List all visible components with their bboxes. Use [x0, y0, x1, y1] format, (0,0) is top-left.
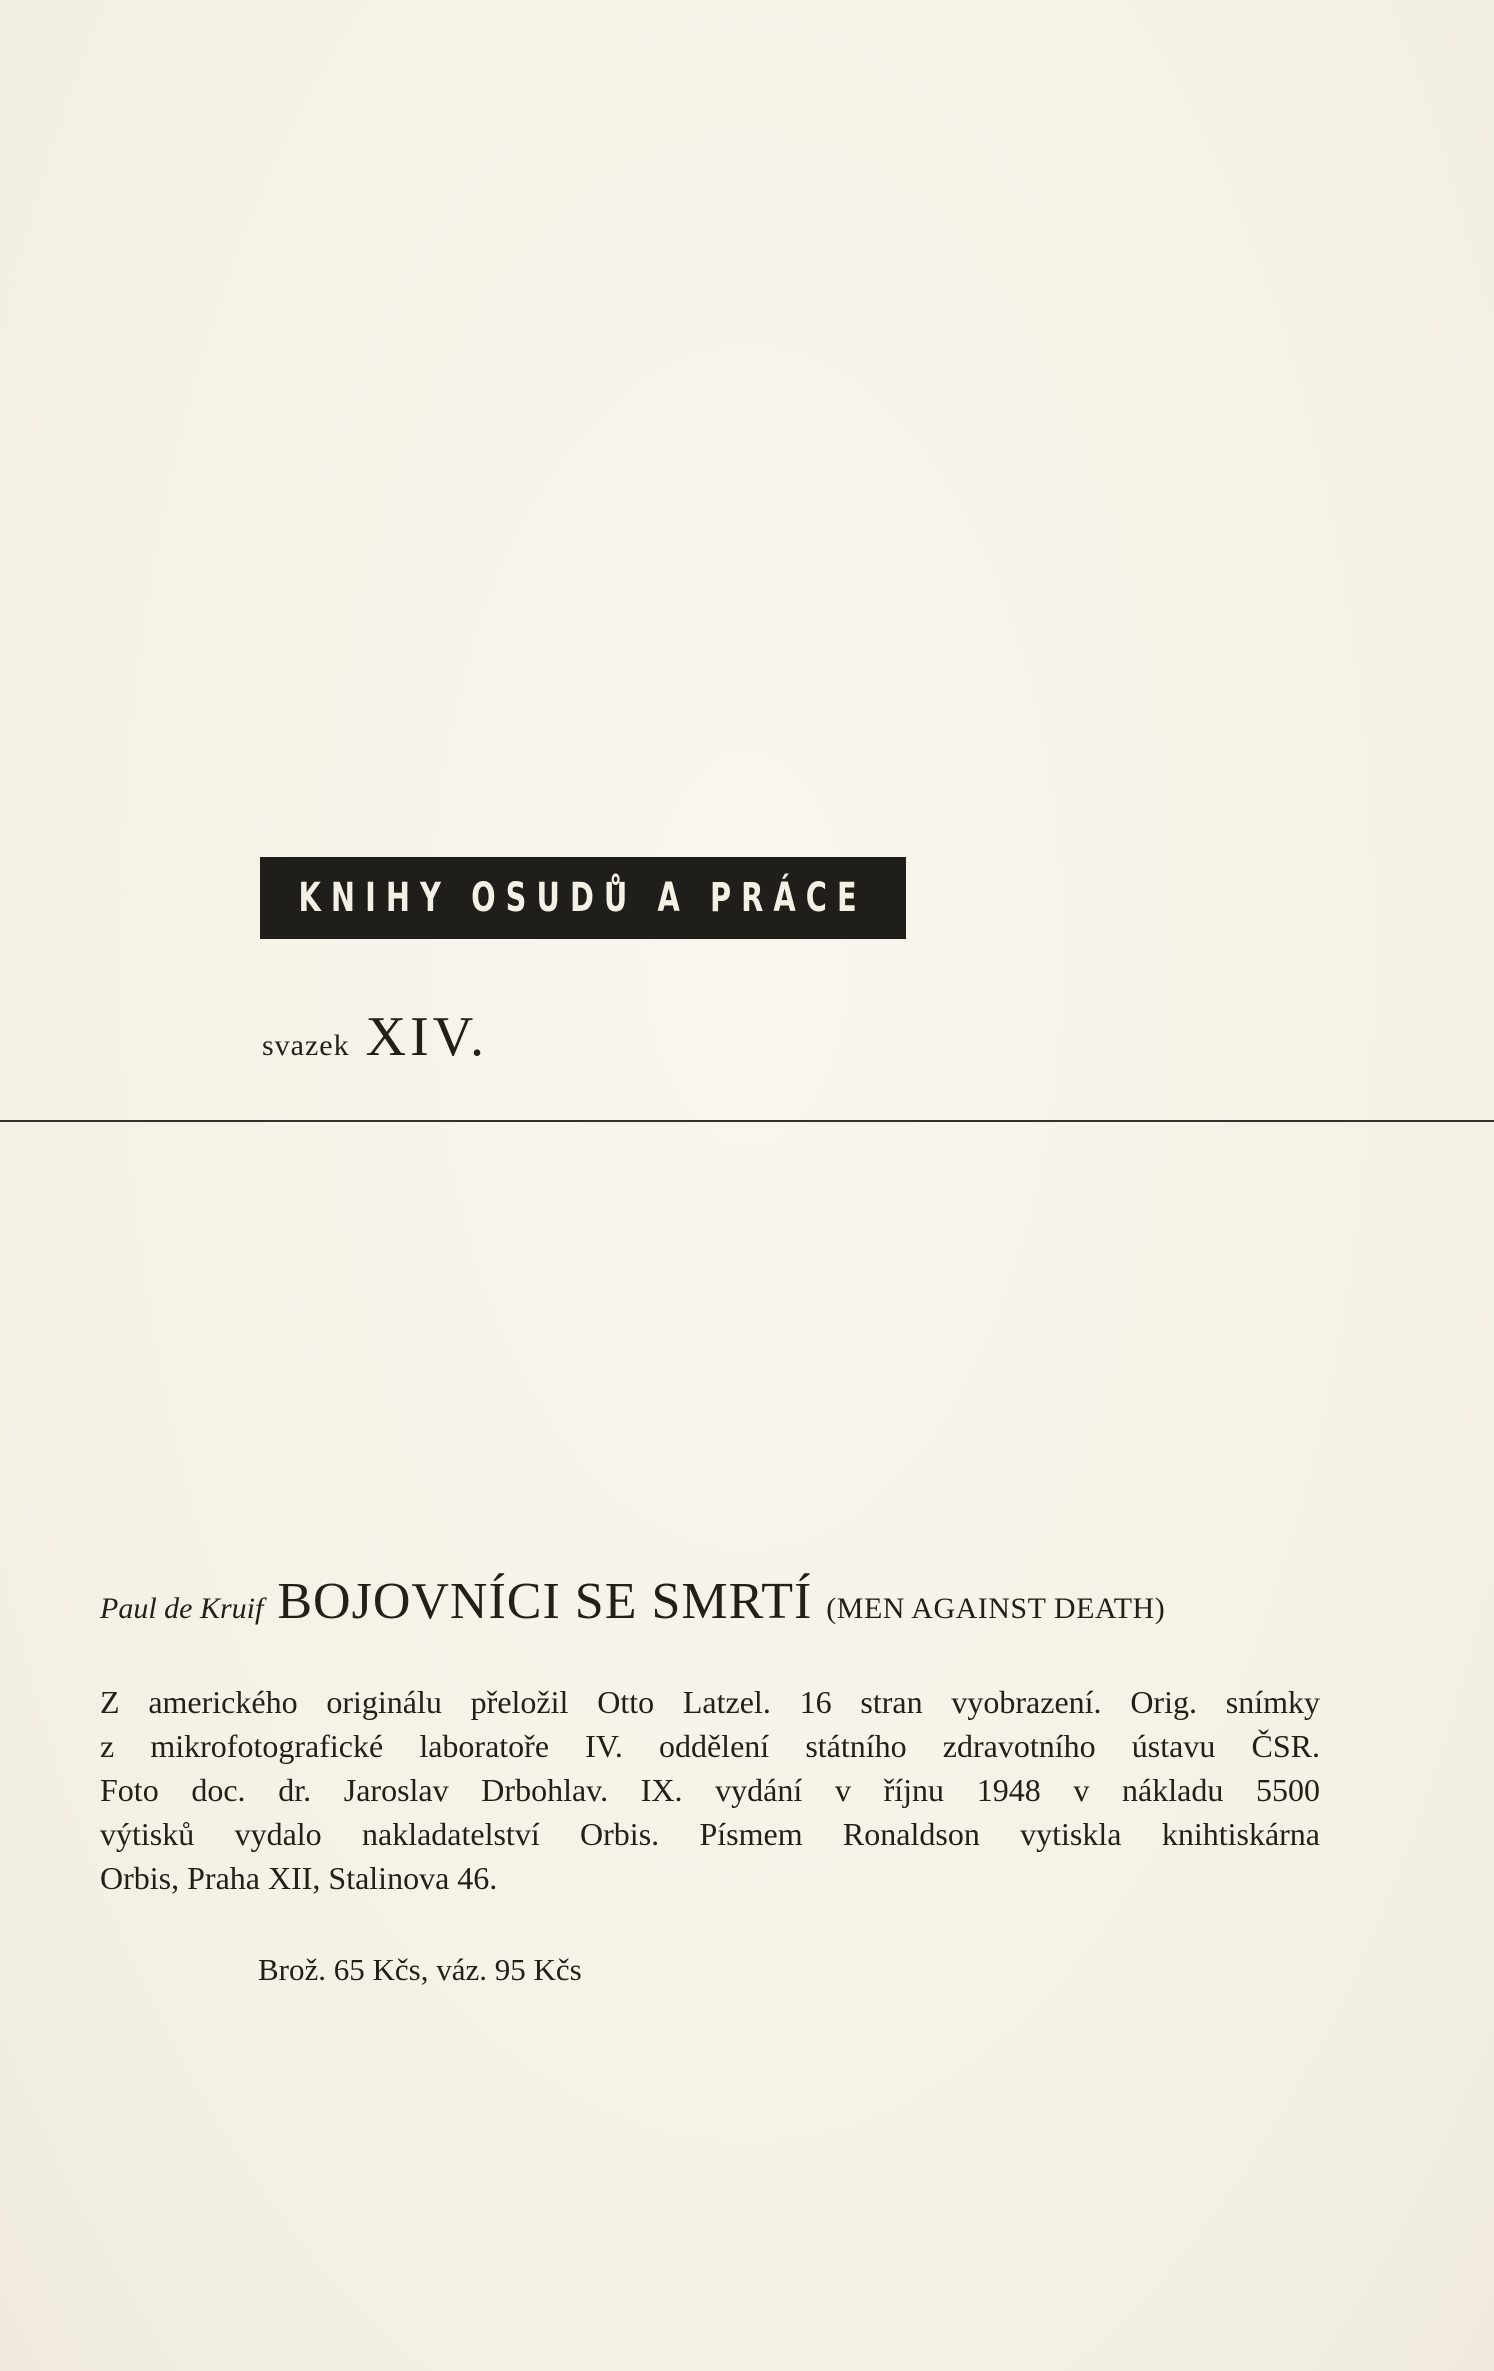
price-line: Brož. 65 Kčs, váz. 95 Kčs	[258, 1952, 582, 1987]
book-original-title: (MEN AGAINST DEATH)	[826, 1592, 1166, 1625]
imprint-paragraph	[100, 1680, 1320, 1900]
book-title-line	[100, 1572, 1165, 1631]
imprint-line: výtisků vydalo nakladatelství Orbis. Písmem Ronaldson vytiskla knihtiskárna	[100, 1816, 1320, 1852]
book-title: BOJOVNÍCI SE SMRTÍ	[277, 1573, 813, 1630]
volume-line	[262, 1005, 488, 1069]
imprint-line: Orbis, Praha XII, Stalinova 46.	[100, 1860, 498, 1896]
volume-label: svazek	[262, 1029, 350, 1062]
volume-number: XIV.	[365, 1006, 488, 1068]
imprint-line: Z amerického originálu přeložil Otto Latzel. 16 stran vyobrazení. Orig. snímky	[100, 1684, 1320, 1720]
horizontal-divider	[0, 1120, 1494, 1122]
series-banner	[260, 857, 906, 939]
imprint-line: z mikrofotografické laboratoře IV. oddělení státního zdravotního ústavu ČSR.	[100, 1728, 1320, 1764]
imprint-line: Foto doc. dr. Jaroslav Drbohlav. IX. vydání v říjnu 1948 v nákladu 5500	[100, 1772, 1320, 1808]
book-author: Paul de Kruif	[100, 1592, 264, 1625]
series-title: KNIHY OSUDŮ A PRÁCE	[298, 875, 868, 921]
